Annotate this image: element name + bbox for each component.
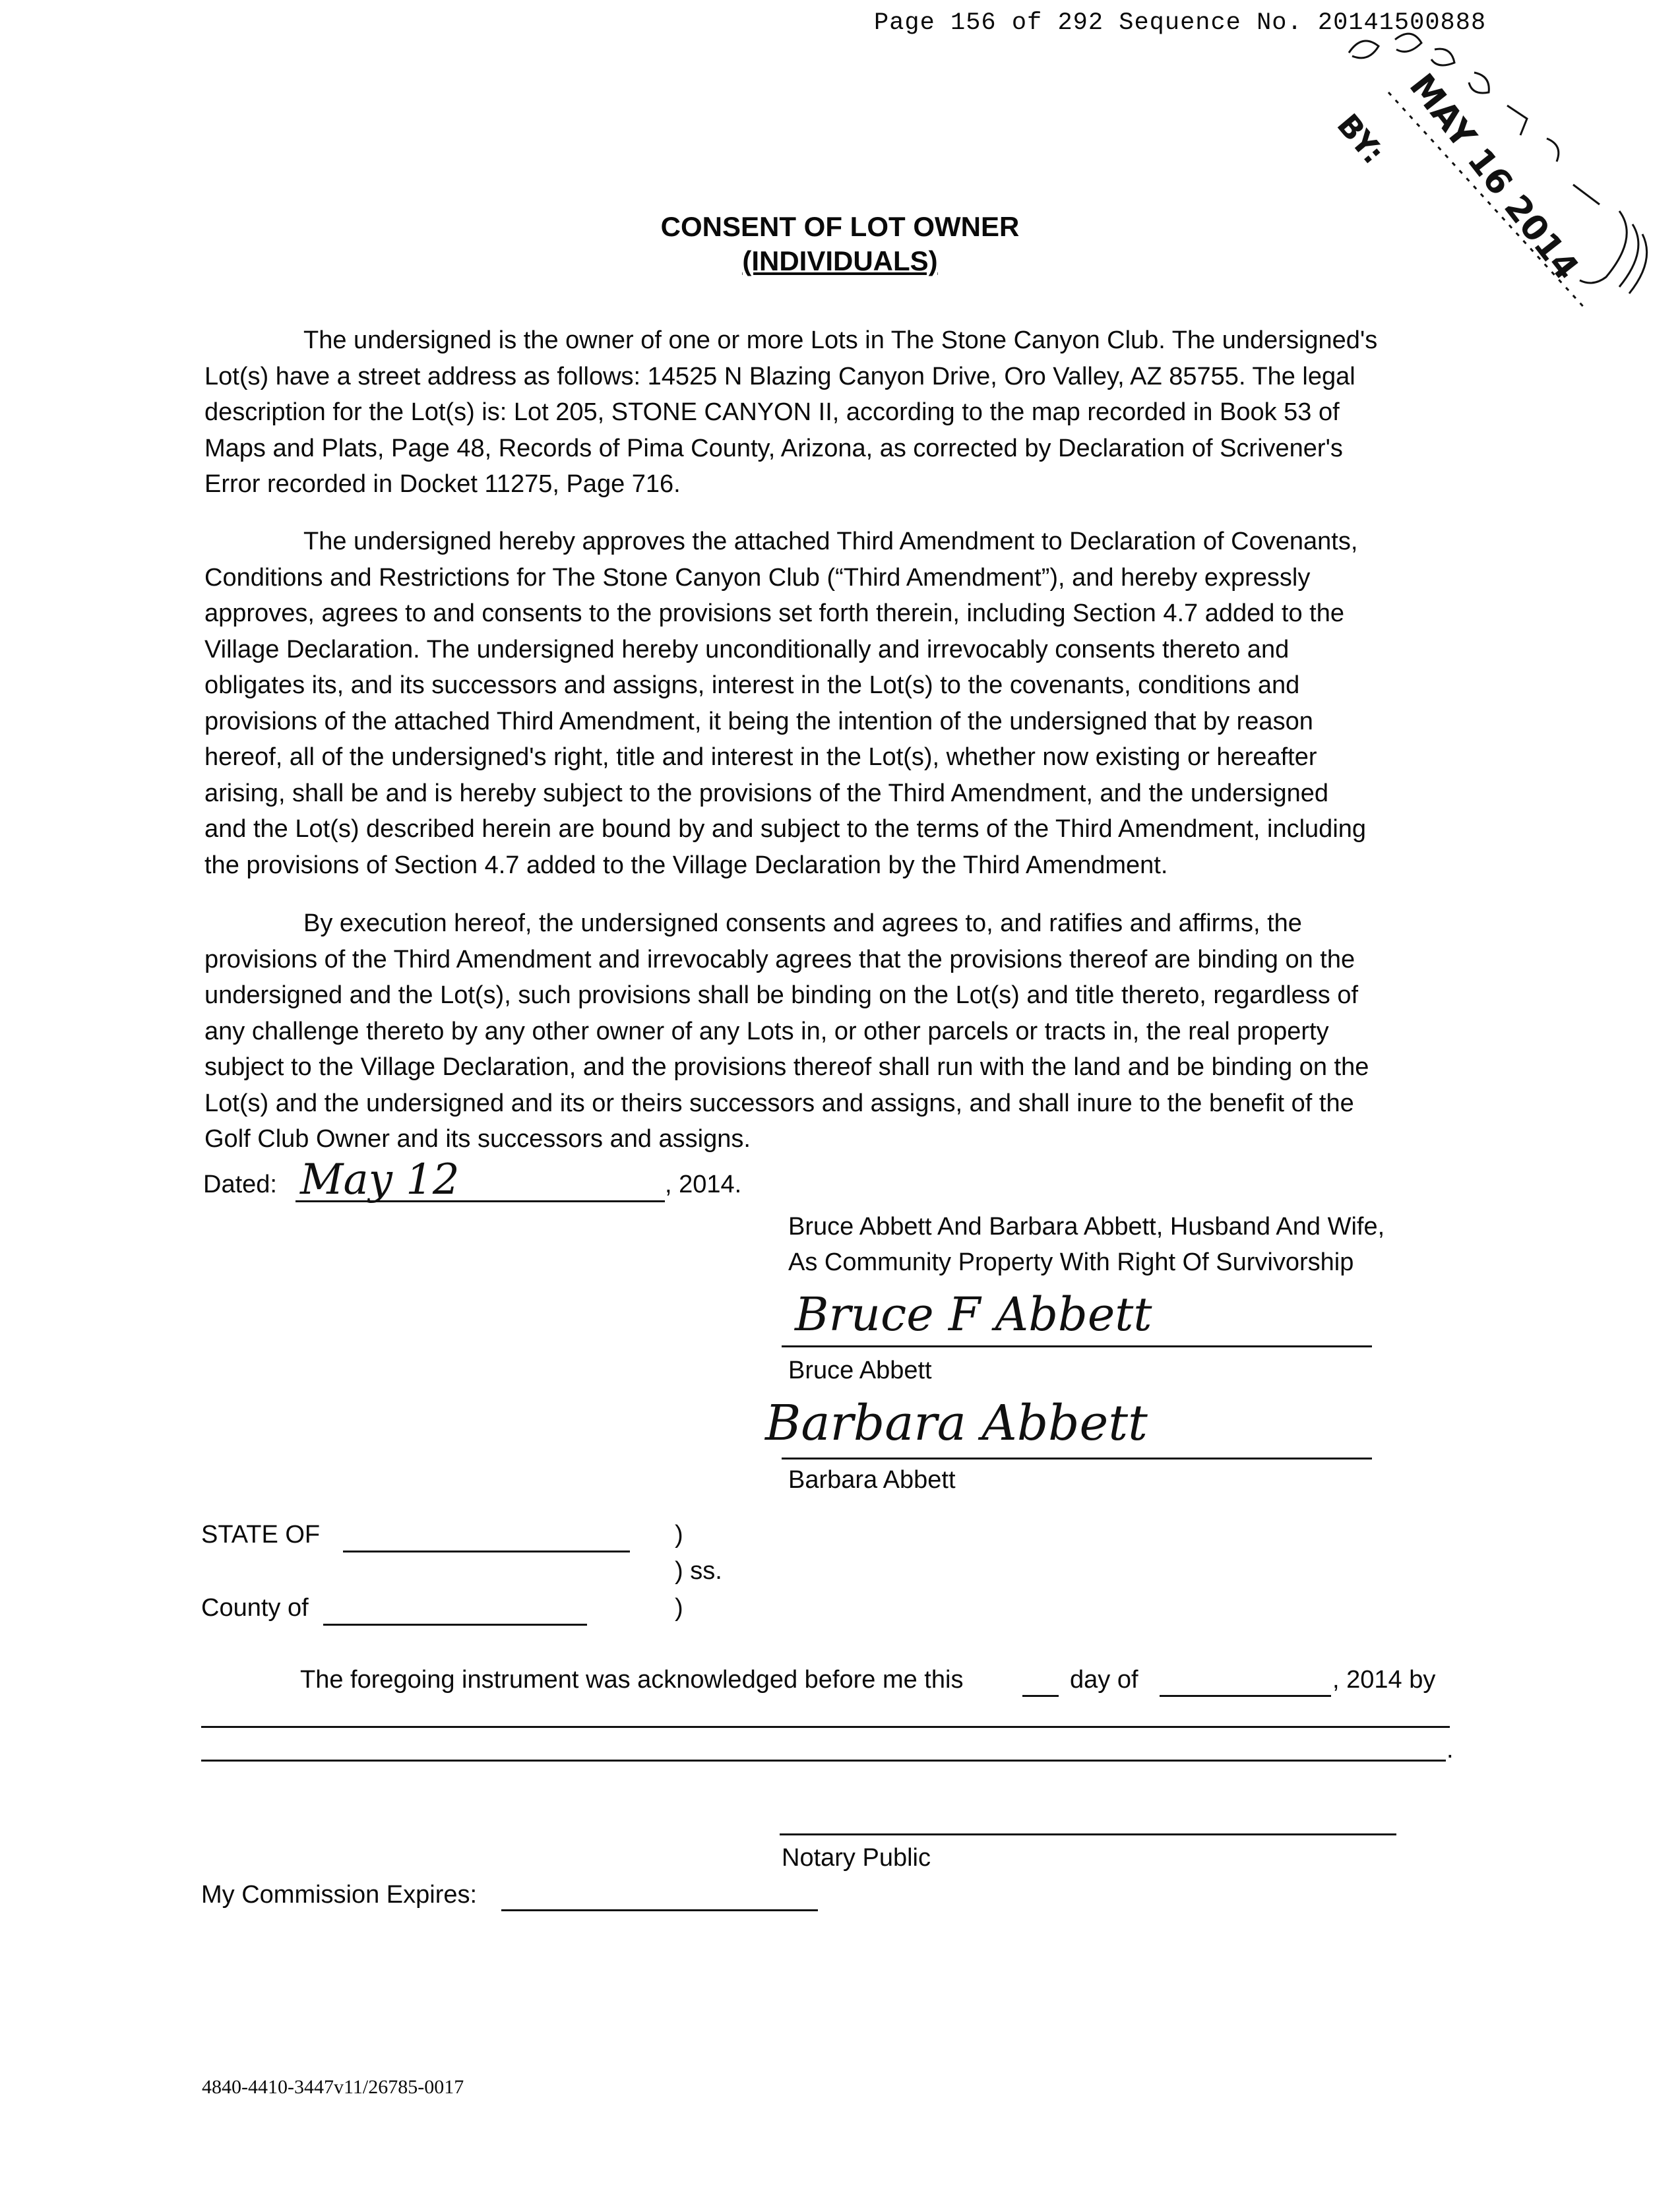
ack-day-blank — [1022, 1695, 1059, 1697]
notary-signature-line — [780, 1833, 1396, 1835]
paragraph-line: Lot(s) have a street address as follows: 14525 N Blazing Canyon Drive, Oro Valley, AZ 85755. The legal — [204, 362, 1355, 390]
paragraph-line: obligates its, and its successors and assigns, interest in the Lot(s) to the covenants, conditions and — [204, 671, 1300, 699]
dated-underline — [296, 1200, 665, 1202]
paragraph-line: Golf Club Owner and its successors and assigns. — [204, 1125, 751, 1153]
dated-year: , 2014. — [665, 1171, 742, 1198]
document-title: CONSENT OF LOT OWNER — [660, 211, 1020, 242]
signature-barbara: Barbara Abbett — [765, 1395, 1148, 1452]
stamp-by-label: BY: — [1330, 107, 1392, 171]
paragraph-line: Village Declaration. The undersigned hereby unconditionally and irrevocably consents thereto and — [204, 635, 1290, 663]
document-subtitle: (INDIVIDUALS) — [742, 245, 938, 276]
state-label: STATE OF — [201, 1521, 321, 1549]
signature-bruce: Bruce F Abbett — [795, 1287, 1152, 1341]
paren-2: ) — [675, 1594, 683, 1622]
paragraph-line: Error recorded in Docket 11275, Page 716. — [204, 470, 681, 498]
dated-handwritten: May 12 — [300, 1155, 460, 1204]
paragraph-line: The undersigned is the owner of one or more Lots in The Stone Canyon Club. The undersigned's — [303, 326, 1378, 354]
state-blank — [343, 1551, 630, 1552]
paragraph-line: and the Lot(s) described herein are bound by and subject to the terms of the Third Amendment, including — [204, 815, 1367, 843]
paragraph-line: approves, agrees to and consents to the provisions set forth therein, including Section 4.7 added to the — [204, 599, 1344, 627]
ack-month-blank — [1160, 1695, 1331, 1697]
printed-name-bruce: Bruce Abbett — [788, 1357, 932, 1384]
dated-label: Dated: — [203, 1171, 277, 1198]
paragraph-line: the provisions of Section 4.7 added to the Village Declaration by the Third Amendment. — [204, 851, 1168, 879]
paragraph-line: Lot(s) and the undersigned and its or theirs successors and assigns, and shall inure to the benefit of the — [204, 1089, 1354, 1117]
ack-text-2: day of — [1070, 1666, 1138, 1694]
paragraph-line: arising, shall be and is hereby subject to the provisions of the Third Amendment, and the undersigned — [204, 779, 1329, 807]
ack-name-line-1 — [201, 1726, 1450, 1728]
recording-header: Page 156 of 292 Sequence No. 20141500888 — [874, 9, 1487, 37]
commission-label: My Commission Expires: — [201, 1881, 478, 1909]
paren-ss: ) ss. — [675, 1557, 722, 1585]
signature-line-bruce — [782, 1345, 1372, 1347]
paragraph-line: any challenge thereto by any other owner of any Lots in, or other parcels or tracts in, the real property — [204, 1017, 1329, 1045]
paragraph-line: The undersigned hereby approves the attached Third Amendment to Declaration of Covenants, — [303, 528, 1358, 555]
ack-text-1: The foregoing instrument was acknowledged before me this — [300, 1666, 964, 1694]
county-label: County of — [201, 1594, 309, 1622]
paragraph-lot-description — [204, 323, 1474, 503]
document-code: 4840-4410-3447v11/26785-0017 — [202, 2076, 464, 2098]
owners-line-2: As Community Property With Right Of Survivorship — [788, 1248, 1354, 1276]
ack-period: . — [1447, 1736, 1454, 1764]
paragraph-line: subject to the Village Declaration, and the provisions thereof shall run with the land and be binding on the — [204, 1053, 1369, 1081]
ack-name-line-2 — [201, 1760, 1446, 1762]
printed-name-barbara: Barbara Abbett — [788, 1466, 956, 1494]
paragraph-line: undersigned and the Lot(s), such provisions shall be binding on the Lot(s) and title thereto, regardless of — [204, 981, 1359, 1009]
paragraph-line: provisions of the attached Third Amendment, it being the intention of the undersigned that by reason — [204, 707, 1313, 735]
paragraph-line: provisions of the Third Amendment and irrevocably agrees that the provisions thereof are binding on the — [204, 945, 1355, 973]
county-blank — [323, 1624, 587, 1626]
paragraph-line: description for the Lot(s) is: Lot 205, STONE CANYON II, according to the map recorded in Book 53 of — [204, 398, 1340, 426]
notary-public-label: Notary Public — [782, 1844, 931, 1872]
paragraph-approval — [204, 524, 1474, 883]
stamp-date: MAY 16 2014 — [1401, 67, 1586, 288]
owners-line-1: Bruce Abbett And Barbara Abbett, Husband And Wife, — [788, 1213, 1385, 1241]
paragraph-execution — [204, 906, 1474, 1157]
paragraph-line: Maps and Plats, Page 48, Records of Pima County, Arizona, as corrected by Declaration of Scrivener's — [204, 434, 1343, 462]
ack-text-3: , 2014 by — [1332, 1666, 1436, 1694]
received-date-stamp — [1309, 13, 1679, 356]
paragraph-line: hereof, all of the undersigned's right, title and interest in the Lot(s), whether now existing or hereafter — [204, 743, 1317, 771]
paragraph-line: By execution hereof, the undersigned consents and agrees to, and ratifies and affirms, the — [303, 909, 1302, 937]
paragraph-line: Conditions and Restrictions for The Stone Canyon Club (“Third Amendment”), and hereby expressly — [204, 563, 1311, 592]
paren-1: ) — [675, 1521, 683, 1549]
commission-blank — [501, 1909, 818, 1911]
signature-line-barbara — [782, 1458, 1372, 1459]
